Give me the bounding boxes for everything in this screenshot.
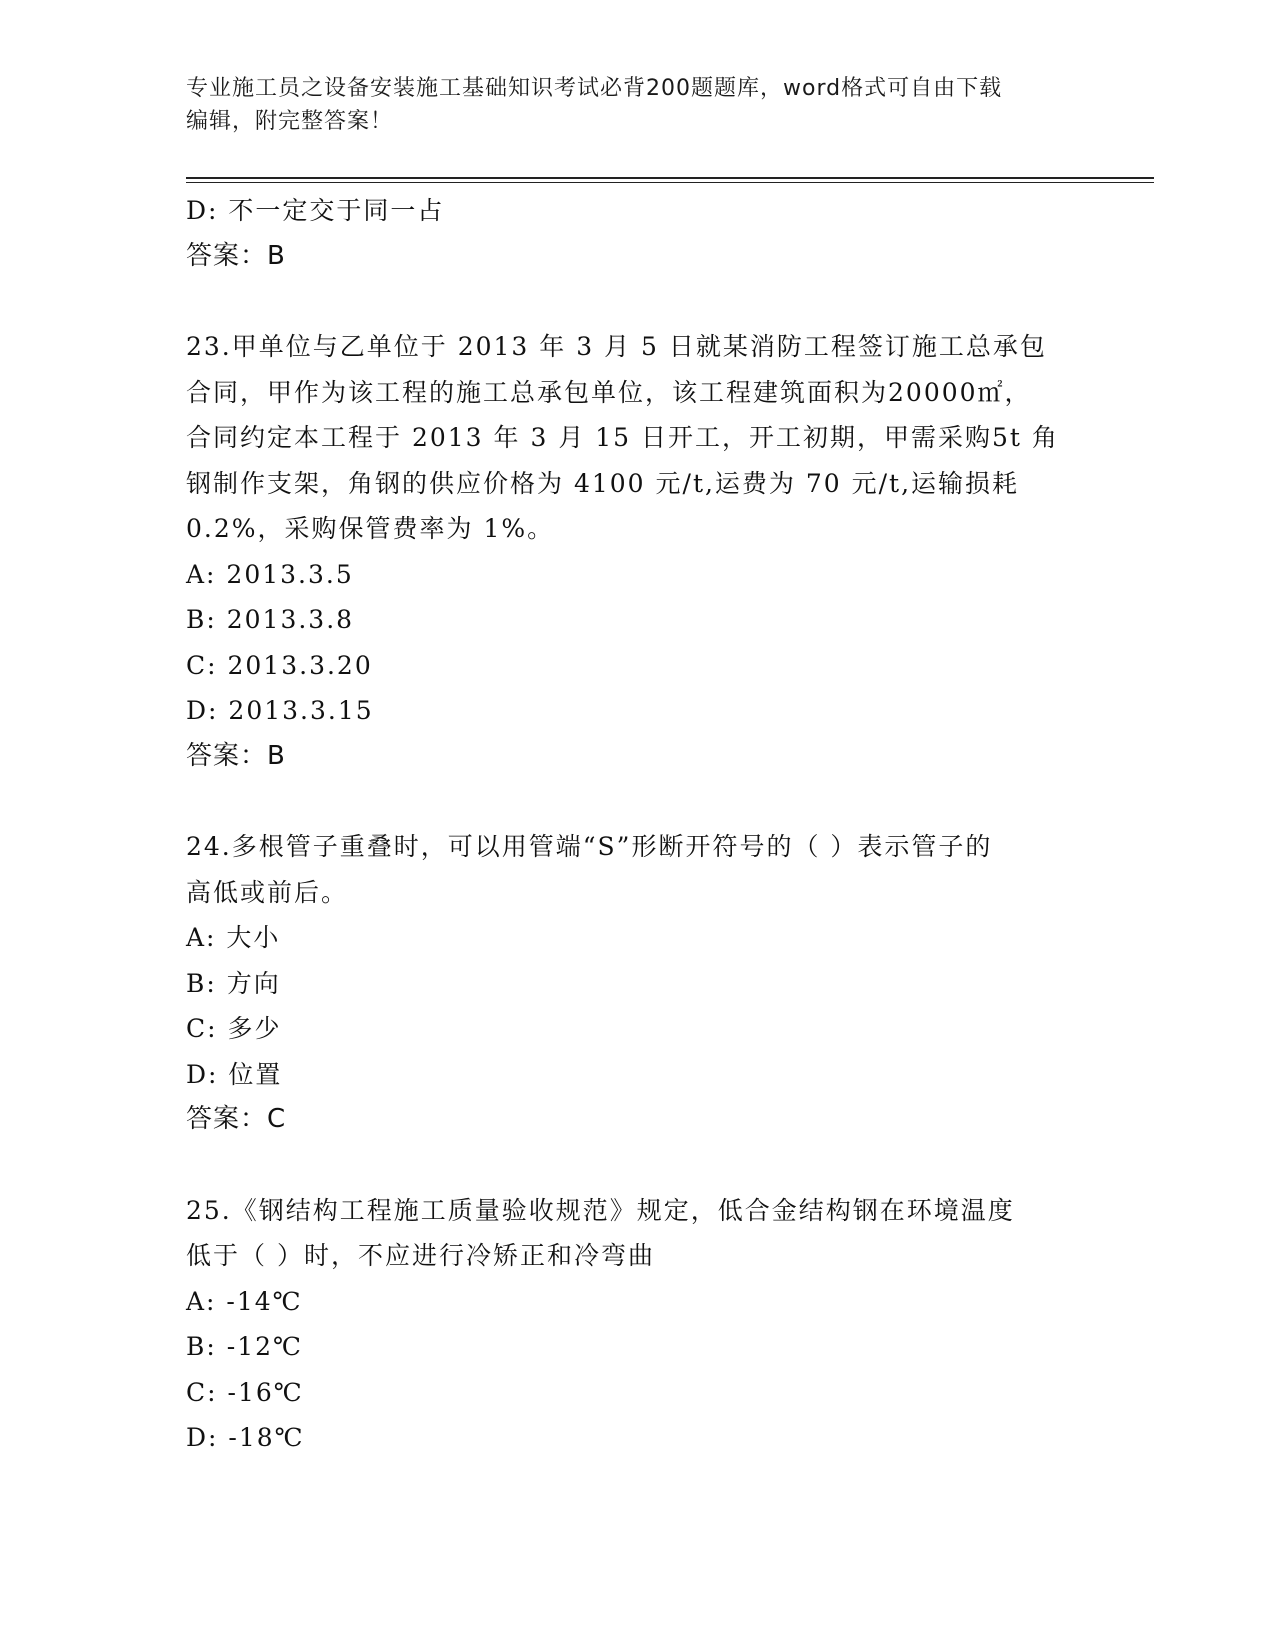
option-c: C: 多少 xyxy=(186,1014,282,1043)
option-a: A: -14℃ xyxy=(186,1286,303,1316)
option-a: A: 大小 xyxy=(186,923,281,952)
question-text-line: 25.《钢结构工程施工质量验收规范》规定，低合金结构钢在环境温度 xyxy=(186,1195,1015,1225)
option-c: C: 2013.3.20 xyxy=(186,650,373,680)
question-text-line: 钢制作支架，角钢的供应价格为 4100 元/t,运费为 70 元/t,运输损耗 xyxy=(186,468,1020,498)
question-text-line: 23.甲单位与乙单位于 2013 年 3 月 5 日就某消防工程签订施工总承包 xyxy=(186,332,1047,361)
question-text-line: 0.2%，采购保管费率为 1%。 xyxy=(186,514,555,543)
option-b: B: -12℃ xyxy=(186,1332,303,1361)
question-text-line: 低于（ ）时，不应进行冷矫正和冷弯曲 xyxy=(186,1241,655,1270)
document-body xyxy=(186,188,1076,1461)
option-d: D: 不一定交于同一占 xyxy=(186,196,445,225)
header-line-1: 专业施工员之设备安装施工基础知识考试必背200题题库，word格式可自由下载 xyxy=(186,76,1003,101)
option-d: D: 2013.3.15 xyxy=(186,696,374,725)
question-25 xyxy=(186,1188,1076,1461)
header-line-2: 编辑，附完整答案！ xyxy=(186,109,394,134)
question-22-tail xyxy=(186,188,1076,279)
answer: 答案：C xyxy=(186,1104,287,1134)
question-text-line: 合同，甲作为该工程的施工总承包单位，该工程建筑面积为20000㎡， xyxy=(186,377,1032,407)
question-text-line: 24.多根管子重叠时，可以用管端“S”形断开符号的（ ）表示管子的 xyxy=(186,832,993,861)
option-a: A: 2013.3.5 xyxy=(186,559,354,589)
option-d: D: -18℃ xyxy=(186,1423,305,1452)
answer: 答案：B xyxy=(186,240,286,271)
question-text-line: 合同约定本工程于 2013 年 3 月 15 日开工，开工初期，甲需采购5t 角 xyxy=(186,423,1059,452)
option-b: B: 2013.3.8 xyxy=(186,605,355,634)
page-header xyxy=(186,72,1066,138)
header-divider-thin xyxy=(186,182,1154,183)
option-b: B: 方向 xyxy=(186,968,281,998)
question-24 xyxy=(186,824,1076,1143)
question-23 xyxy=(186,324,1076,779)
option-d: D: 位置 xyxy=(186,1059,283,1089)
question-text-line: 高低或前后。 xyxy=(186,877,349,907)
option-c: C: -16℃ xyxy=(186,1377,304,1407)
header-divider-thick xyxy=(186,177,1154,179)
answer: 答案：B xyxy=(186,740,286,771)
